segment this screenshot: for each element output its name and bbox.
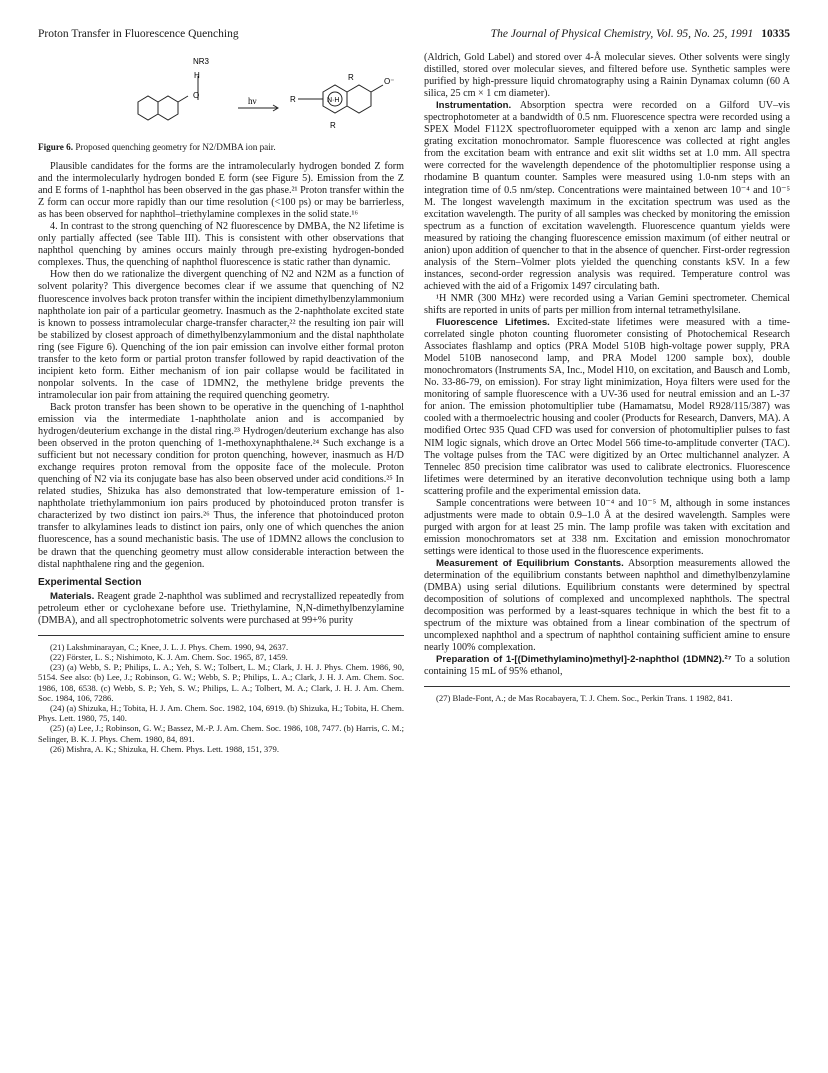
reference: (24) (a) Shizuka, H.; Tobita, H. J. Am. Chem. Soc. 1982, 104, 6919. (b) Shizuka, H.; Tobita, H. Chem. Phys. Lett. 1980, 75, 140. (38, 703, 404, 724)
reference: (25) (a) Lee, J.; Robinson, G. W.; Bassez, M.-P. J. Am. Chem. Soc. 1986, 108, 7477. (b) Harris, C. M.; Selinger, B. K. J. Phys. Chem. 1980, 84, 891. (38, 723, 404, 744)
paragraph: Measurement of Equilibrium Constants. Absorption measurements allowed the determination of the equilibrium constants between naphthol and dimethylbenzylamine (DMBA) using serial dilutions. Equilibrium constants were determined by spectral decomposition of solutions of complexed and uncomplexed naphthols. The spectral decomposition was performed by a least-squares technique in which the best fit to a spectrum of the mixture was obtained from a linear combination of the spectrum of uncomplexed naphthol and a spectrum of naphthol containing sufficient amine to ensure nearly 100% complexation. (424, 557, 790, 654)
page-number: 10335 (761, 28, 790, 40)
quenching-geometry-diagram (38, 52, 404, 138)
running-title: Proton Transfer in Fluorescence Quenching (38, 28, 239, 40)
paragraph: Instrumentation. Absorption spectra were recorded on a Gilford UV–vis spectrophotometer at a bandwidth of 0.5 nm. Fluorescence spectra were recorded using a SPEX Model F112X spectrofluorometer equipped with a xenon arc lamp and single grating excitation monochromator. Sample fluorescence was collected at right angles from the excitation beam with entrance and exit slit widths set at 1.0 mm. All spectra were corrected for the wavelength dependence of the photomultiplier response using a rhodamine B quantum counter. Samples were measured using 1.0-nm steps with an integration time of 0.5 nm/step. Concentrations were maintained between 10⁻⁴ and 10⁻⁵ M. The longest wavelength maximum in the excitation spectrum was used as the excitation wavelength. The purity of all samples was checked by monitoring the emission spectrum as a function of excitation wavelength. Fluorescence quantum yields were measured by ratioing the changing fluorescence emission maximum (of either neutral or anion) upon addition of quencher to that in the absence of quencher. First-order regression analysis of the Stern–Volmer plots yielded the quenching constants kSV. In a few instances, second-order regression analysis was required. Temperature control was achieved with the aid of a Frigomix 1497 circulating bath. (424, 100, 790, 292)
figure-6 (38, 52, 404, 138)
reference: (26) Mishra, A. K.; Shizuka, H. Chem. Phys. Lett. 1988, 151, 379. (50, 743, 280, 754)
section-title: Experimental Section (38, 576, 142, 588)
left-column (38, 52, 404, 754)
label-o: O (193, 91, 200, 100)
reference: (27) Blade-Font, A.; de Mas Rocabayera, T. J. Chem. Soc., Perkin Trans. 1 1982, 841. (436, 693, 733, 704)
paragraph: Materials. Reagent grade 2-naphthol was sublimed and recrystallized repeatedly from petroleum ether or cyclohexane before use. Triethylamine, N,N-dimethylbenzylamine (DMBA), and all spectrophotometric solvents were purchased at 99+% purity (38, 590, 404, 626)
paragraph: Sample concentrations were between 10⁻⁴ and 10⁻⁵ M, although in some instances adjustments were made to obtain 0.9–1.0 Å at the desired wavelength. Samples were purged with argon for at least 25 min. The lamp profile was taken with excitation and emission monochromators set at 338 nm. Excitation and emission monochromator settings were identical to those used in the fluorescence experiments. (424, 497, 790, 557)
journal-citation: The Journal of Physical Chemistry, Vol. 95, No. 25, 1991 10335 (490, 28, 790, 40)
paragraph: Plausible candidates for the forms are the intramolecularly hydrogen bonded Z form and the intermolecularly hydrogen bonded E form (see Figure 5). Emission from the Z and E forms of 1-naphthol has been observed in the gas phase.²¹ Proton transfer within the Z form can occur more rapidly than our time resolution (<100 ps) or may be barrierless, as has been observed for naphthol–triethylamine complexes in the solid state.¹⁶ (38, 161, 404, 221)
references (424, 693, 790, 703)
footnote-divider (424, 686, 790, 687)
label-r-left: R (290, 95, 296, 104)
label-hv: hν (248, 96, 257, 106)
right-column (424, 52, 790, 704)
label-h: H (194, 71, 200, 80)
label-r-top: R (348, 73, 354, 82)
paragraph: How then do we rationalize the divergent quenching of N2 and N2M as a function of solvent polarity? This divergence becomes clear if we assume that quenching of N2 fluorescence involves back proton transfer within the incipient dimethylbenzylammonium naphtholate ion pair of a particular geometry. Inasmuch as the 2-naphtholate excited state is known to possess intramolecular charge-transfer character,²² the resulting ion pair will be stabilized by closest approach of dimethylbenzylammonium and the distal naphtholate ring (see Figure 6). Quenching of the ion pair emission can involve either formal proton transfer to the keto form or partial proton transfer followed by rapid deactivation of the incipient keto form. Either mechanism of ion pair collapse would be facilitated in nonpolar solvents. In the case of 1DMN2, the methylene bridge prevents the intramolecular ion pair from attaining the required quenching geometry. (38, 269, 404, 401)
footnote-divider (38, 635, 404, 636)
paragraph: ¹H NMR (300 MHz) were recorded using a Varian Gemini spectrometer. Chemical shifts are reported in units of parts per million from internal tetramethylsilane. (424, 292, 790, 316)
references (38, 642, 404, 754)
paragraph: Back proton transfer has been shown to be operative in the quenching of 1-naphthol emission via the intermediate 1-naphtholate anion and is accompanied by hydrogen/deuterium exchange in the distal ring.²³ Hydrogen/deuterium exchange has also been observed in the proton quenching of 1-methoxynaphthalene.²⁴ Such exchange is a sufficient but not necessary condition for proton quenching, however, inasmuch as H/D exchange requires proton removal from the opposite face of the molecule. Proton quenching of N2 via its conjugate base has also been observed under acid conditions.²⁵ In related studies, Shizuka has also demonstrated that low-temperature emission of 1-naphtholate triethylammonium ion pairs produced by photoinduced proton transfer is characterized by two distinct ion pairs.²⁶ Thus, the inference that photoinduced proton transfer to alkylamines leads to distinct ion pairs, only one of which quenches the anion fluorescence, has a sound mechanistic basis. The use of 1DMN2 allows the conclusion to be drawn that the quenching geometry must allow considerable interaction between the distal naphthalene ring and the gegenion. (38, 401, 404, 570)
label-nr3: NR3 (193, 57, 210, 66)
paragraph: Preparation of 1-[(Dimethylamino)methyl]-2-naphthol (1DMN2).²⁷ To a solution containing 15 mL of 95% ethanol, (424, 654, 790, 678)
label-nh: N·H (327, 97, 340, 104)
paragraph: Fluorescence Lifetimes. Excited-state lifetimes were measured with a time-correlated single photon counting fluorometer consisting of Photochemical Research Associates flashlamp and optics (PRA Model 510B high-voltage power supply, PRA Model 510B nanosecond lamp, and PRA Model 1200 sample box), double monochromators (Instruments SA, Inc., Model H10, on excitation, and Bausch and Lomb, No. 33-86-79, on emission). For stray light minimization, Hoya filters were used for the monitoring of sample fluorescence with a UV-36 used for neutral emission and an L-37 for anion. The emission photomultiplier tube (Hamamatsu, Model R928/115/387) was cooled with a thermoelectric housing and cooler (Products for Research, Danvers, MA). A modified Ortec 935 Quad CFD was used for conversion of photomultiplier pulses to fast NIM logic signals, which drove an Ortec Model 566 time-to-amplitude converter (TAC). The voltage pulses from the TAC were digitized by an Ortec multichannel analyzer. A Tennelec 850 precision time calibrator was used to calibrate electronics. Fluorescence lifetimes were determined by an iterative deconvolution technique using both a lamp scattering profile and the experimental emission data. (424, 317, 790, 497)
paragraph: 4. In contrast to the strong quenching of N2 fluorescence by DMBA, the N2 lifetime is only partially affected (see Table III). This is consistent with other observations that naphthol quenching by amines occurs mainly through pre-existing hydrogen-bonded complexes. Thus, the quenching of naphthol fluorescence is static rather than dynamic. (38, 221, 404, 269)
label-r-bottom: R (330, 121, 336, 130)
label-o-minus: O⁻ (384, 77, 395, 86)
running-header (38, 28, 790, 44)
figure-caption: Figure 6. Proposed quenching geometry for N2/DMBA ion pair. (38, 142, 276, 152)
paragraph: (Aldrich, Gold Label) and stored over 4-Å molecular sieves. Other solvents were singly distilled, stored over molecular sieves, and filtered before use. Synthetic samples were purified by high-pressure liquid chromatography using a Rainin Dynamax column (60 A silica, 25 cm × 1 cm diameter). (424, 52, 790, 100)
reference: (23) (a) Webb, S. P.; Philips, L. A.; Yeh, S. W.; Tolbert, L. M.; Clark, J. H. J. Phys. Chem. 1986, 90, 5154. See also: (b) Lee, J.; Robinson, G. W.; Webb, S. P.; Philips, L. A.; Clark, J. H. J. Am. Chem. Soc. 1986, 108, 6538. (c) Webb, S. P.; Yeh, S. W.; Philips, L. A.; Tolbert, M. A.; Clark, J. H. J. Am. Chem. Soc. 1984, 106, 7286. (38, 662, 404, 703)
reference: (21) Lakshminarayan, C.; Knee, J. L. J. Phys. Chem. 1990, 94, 2637. (50, 641, 289, 652)
reference: (22) Förster, L. S.; Nishimoto, K. J. Am. Chem. Soc. 1965, 87, 1459. (50, 651, 288, 662)
